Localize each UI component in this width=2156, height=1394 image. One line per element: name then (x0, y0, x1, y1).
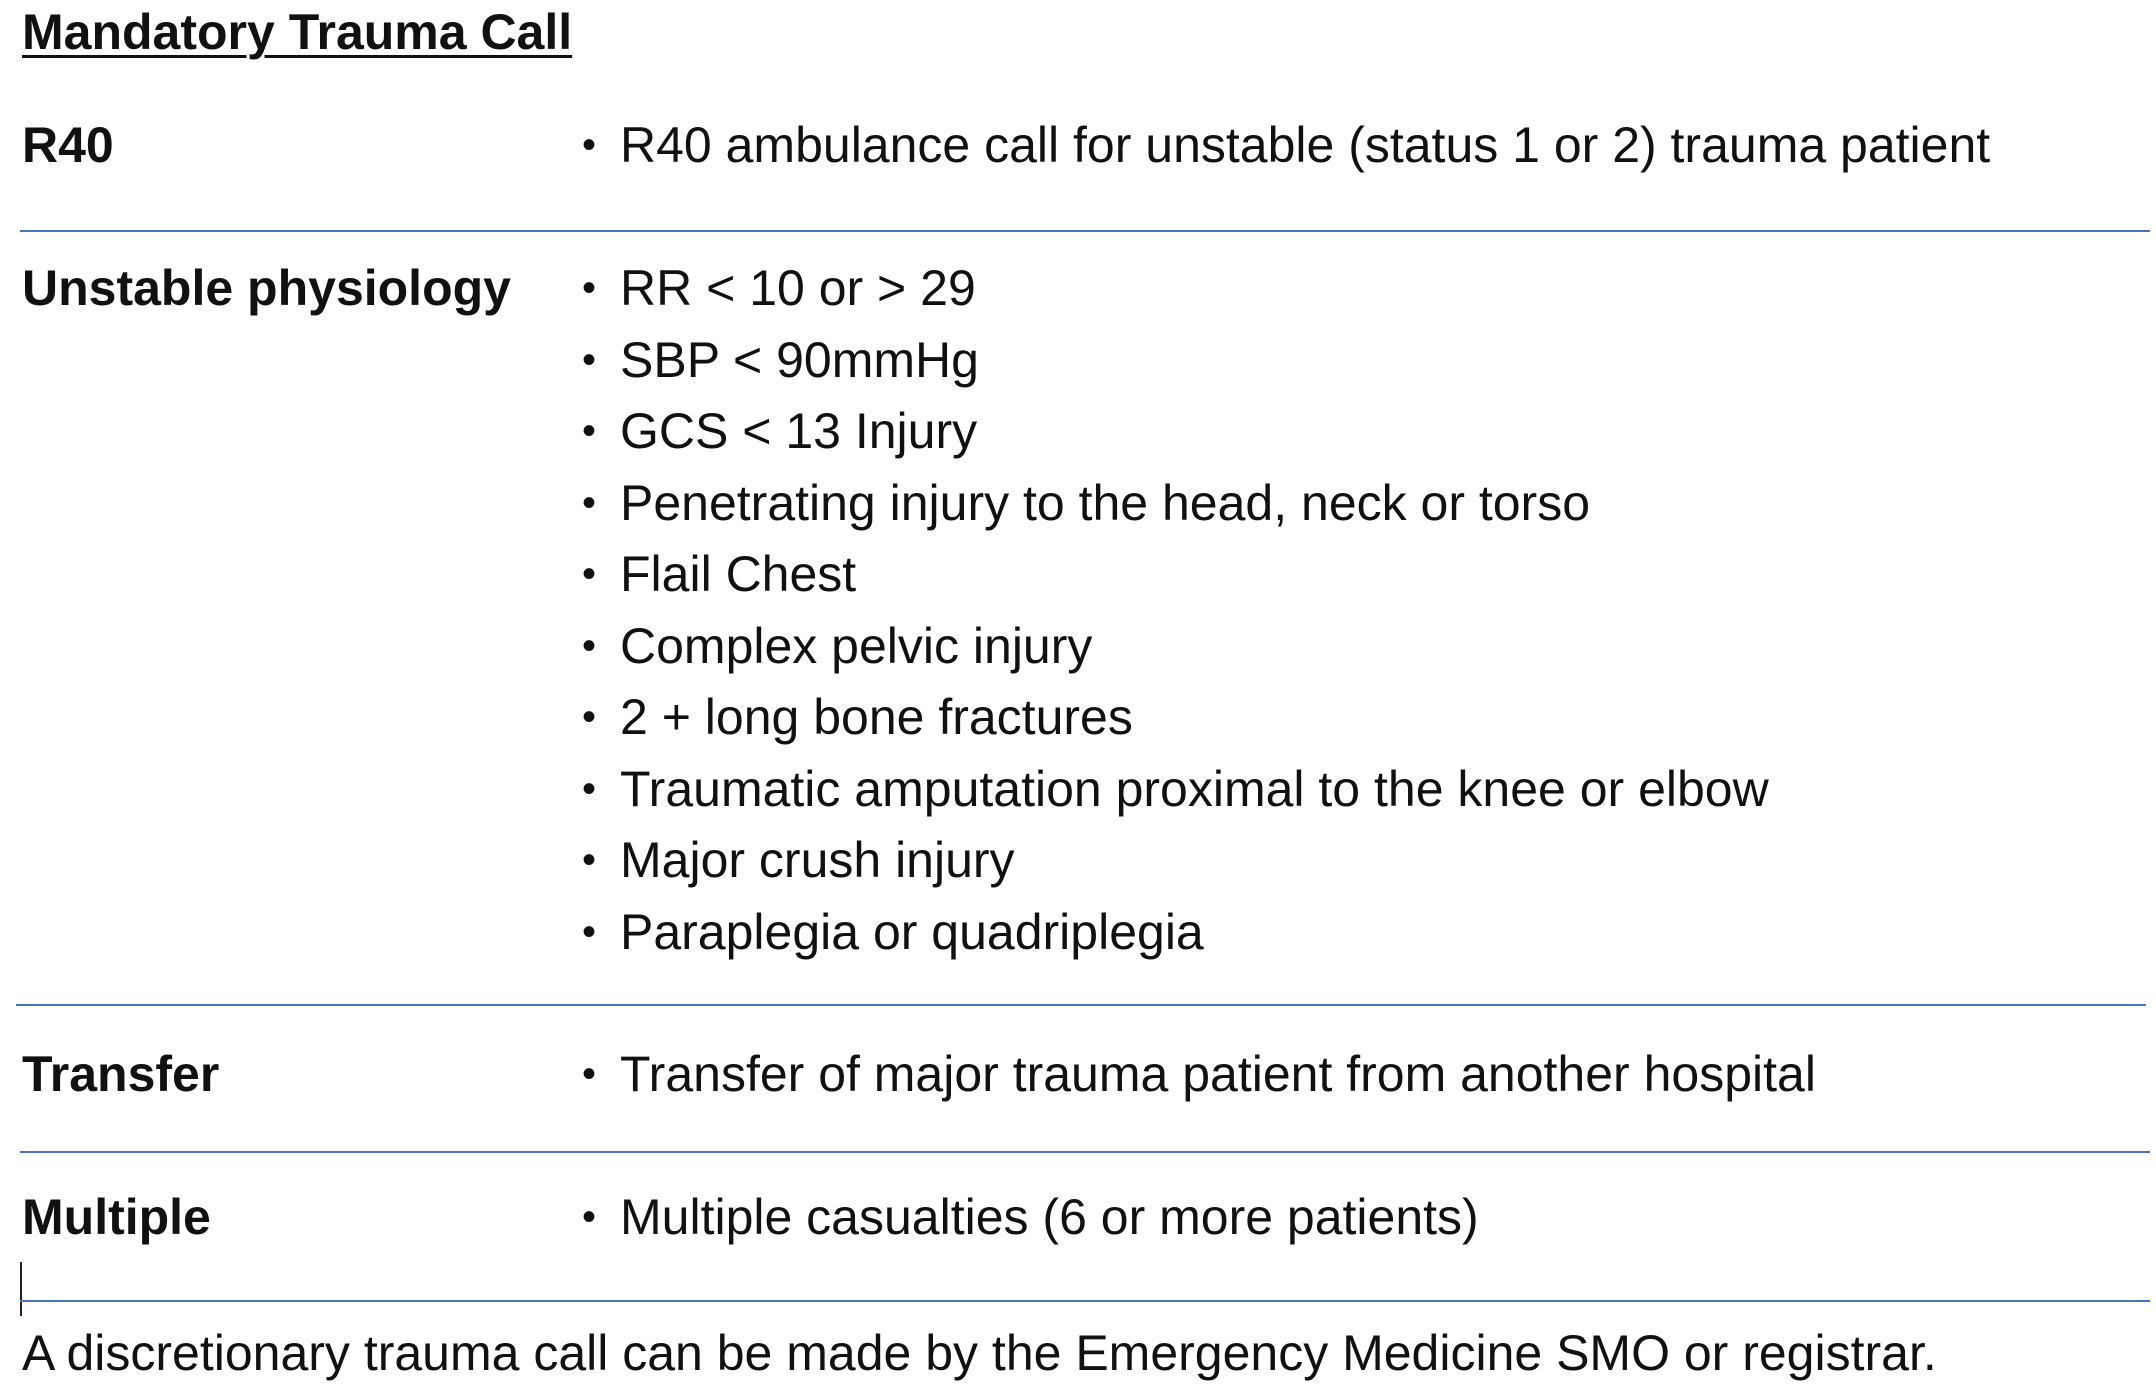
list-item (582, 325, 1769, 397)
criteria-list (582, 1039, 1816, 1111)
bullet-icon: • (582, 409, 597, 453)
bullet-icon: • (582, 623, 597, 668)
criteria-label: R40 (22, 117, 114, 173)
list-item-text: GCS < 13 Injury (620, 403, 978, 459)
bullet-icon: • (582, 552, 597, 596)
list-item (582, 1039, 1816, 1111)
list-item-text: Multiple casualties (6 or more patients) (620, 1189, 1479, 1245)
list-item-text: Transfer of major trauma patient from another hospital (620, 1046, 1816, 1102)
list-item (582, 396, 1769, 468)
criteria-list (582, 1182, 1479, 1254)
bullet-icon: • (582, 480, 597, 525)
bullet-icon: • (582, 766, 597, 811)
bullet-icon: • (582, 337, 597, 382)
list-item-text: Penetrating injury to the head, neck or torso (620, 474, 1591, 531)
list-item (582, 682, 1769, 754)
criteria-list (582, 253, 1769, 968)
list-item (582, 468, 1769, 540)
list-item-text: Traumatic amputation proximal to the knee or elbow (620, 760, 1769, 817)
list-item-text: 2 + long bone fractures (620, 689, 1133, 745)
bullet-icon: • (582, 123, 597, 167)
bullet-icon: • (582, 1195, 597, 1239)
list-item-text: RR < 10 or > 29 (620, 260, 976, 316)
criteria-list (582, 110, 1990, 182)
list-item (582, 1182, 1479, 1254)
divider (16, 1004, 2146, 1006)
divider (20, 1151, 2150, 1153)
footer-note: A discretionary trauma call can be made by the Emergency Medicine SMO or registrar. (22, 1325, 1937, 1381)
list-item (582, 110, 1990, 182)
criteria-label: Transfer (22, 1046, 220, 1102)
list-item (582, 253, 1769, 325)
page-title: Mandatory Trauma Call (22, 4, 573, 60)
bullet-icon: • (582, 695, 597, 739)
list-item-text: Flail Chest (620, 546, 857, 602)
list-item (582, 825, 1769, 897)
list-item-text: Complex pelvic injury (620, 617, 1093, 674)
text-cursor (20, 1262, 22, 1316)
list-item (582, 611, 1769, 683)
list-item (582, 539, 1769, 611)
list-item-text: SBP < 90mmHg (620, 331, 979, 388)
bullet-icon: • (582, 266, 597, 310)
criteria-label: Multiple (22, 1189, 211, 1245)
bullet-icon: • (582, 838, 597, 882)
bullet-icon: • (582, 1052, 597, 1096)
list-item-text: R40 ambulance call for unstable (status 1 or 2) trauma patient (620, 117, 1991, 173)
bullet-icon: • (582, 909, 597, 954)
list-item (582, 754, 1769, 826)
list-item-text: Paraplegia or quadriplegia (620, 903, 1204, 960)
divider (20, 230, 2150, 232)
list-item-text: Major crush injury (620, 832, 1015, 888)
list-item (582, 897, 1769, 969)
criteria-label: Unstable physiology (22, 260, 511, 316)
divider (20, 1300, 2150, 1302)
